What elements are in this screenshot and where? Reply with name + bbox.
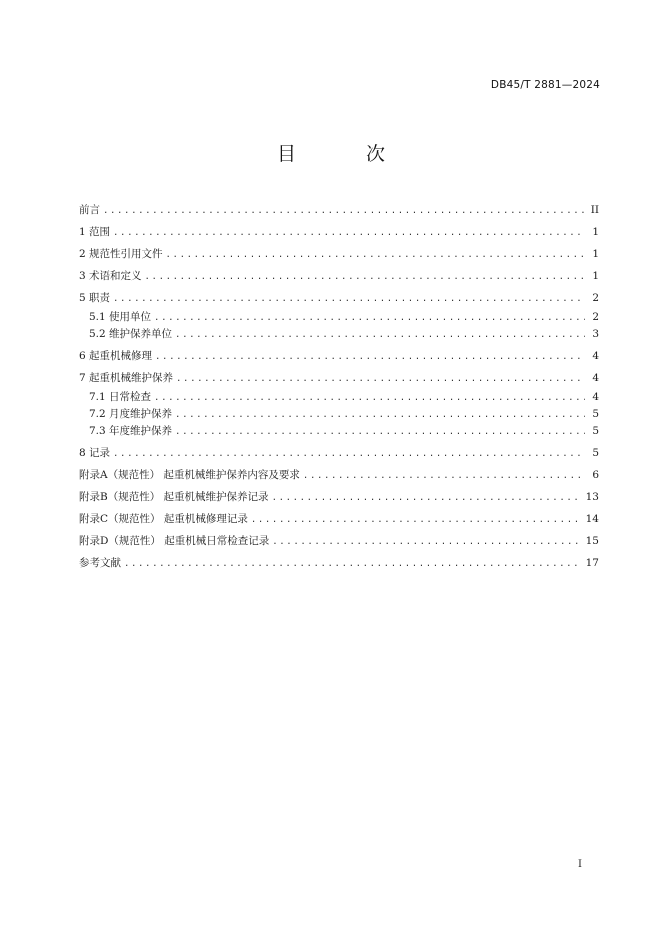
toc-entry-label: 5 职责 — [79, 292, 111, 304]
toc-leader-dots — [113, 443, 585, 465]
toc-entry[interactable] — [79, 326, 599, 343]
toc-entry-page: 2 — [592, 292, 599, 304]
toc-leader-dots — [175, 424, 585, 441]
toc-entry-page: 4 — [592, 350, 599, 362]
toc-entry[interactable] — [79, 406, 599, 423]
toc-entry-label: 7.1 日常检查 — [89, 391, 152, 403]
toc-entry-page: 1 — [592, 248, 599, 260]
toc-entry-page: 5 — [592, 408, 599, 420]
toc-entry-label: 7.2 月度维护保养 — [89, 408, 173, 420]
toc-entry-page: 4 — [592, 391, 599, 403]
toc-entry-page: 3 — [592, 328, 599, 340]
toc-entry[interactable] — [79, 345, 599, 367]
toc-entry-page: 2 — [592, 311, 599, 323]
toc-entry[interactable] — [79, 389, 599, 406]
toc-entry[interactable] — [79, 265, 599, 287]
toc-entry[interactable] — [79, 530, 599, 552]
toc-entry-label: 附录D（规范性） 起重机械日常检查记录 — [79, 535, 270, 547]
toc-entry-label: 附录A（规范性） 起重机械维护保养内容及要求 — [79, 469, 300, 481]
toc-leader-dots — [154, 390, 585, 407]
toc-leader-dots — [145, 266, 585, 288]
toc-entry-page: II — [590, 204, 599, 216]
toc-leader-dots — [124, 553, 582, 575]
toc-leader-dots — [113, 288, 585, 310]
toc-entry-page: 1 — [592, 270, 599, 282]
toc-leader-dots — [251, 509, 582, 531]
toc-entry[interactable] — [79, 243, 599, 265]
toc-entry-label: 1 范围 — [79, 226, 111, 238]
toc-entry-label: 7.3 年度维护保养 — [89, 425, 173, 437]
toc-entry[interactable] — [79, 221, 599, 243]
toc-leader-dots — [103, 200, 585, 222]
toc-entry[interactable] — [79, 508, 599, 530]
toc-entry[interactable] — [79, 287, 599, 309]
toc-entry-page: 5 — [592, 425, 599, 437]
toc-entry[interactable] — [79, 486, 599, 508]
toc-entry-label: 前言 — [79, 204, 100, 216]
toc-leader-dots — [155, 346, 585, 368]
toc-entry-label: 5.2 维护保养单位 — [89, 328, 173, 340]
toc-entry-label: 附录C（规范性） 起重机械修理记录 — [79, 513, 248, 525]
toc-leader-dots — [113, 222, 585, 244]
toc-entry[interactable] — [79, 552, 599, 574]
toc-entry-label: 8 记录 — [79, 447, 111, 459]
toc-entry[interactable] — [79, 423, 599, 440]
toc-entry-label: 3 术语和定义 — [79, 270, 142, 282]
toc-entry-page: 4 — [592, 372, 599, 384]
toc-entry-page: 1 — [592, 226, 599, 238]
toc-entry-page: 15 — [585, 535, 599, 547]
page-number: I — [578, 859, 582, 870]
standard-code: DB45/T 2881—2024 — [490, 79, 600, 91]
table-of-contents — [79, 199, 599, 574]
toc-leader-dots — [272, 487, 582, 509]
toc-entry-label: 7 起重机械维护保养 — [79, 372, 174, 384]
toc-leader-dots — [175, 327, 585, 344]
toc-leader-dots — [176, 368, 585, 390]
toc-leader-dots — [272, 531, 581, 553]
toc-entry[interactable] — [79, 464, 599, 486]
toc-leader-dots — [154, 310, 585, 327]
toc-entry-page: 14 — [585, 513, 599, 525]
toc-entry-label: 6 起重机械修理 — [79, 350, 153, 362]
toc-entry[interactable] — [79, 309, 599, 326]
toc-entry[interactable] — [79, 367, 599, 389]
toc-entry[interactable] — [79, 442, 599, 464]
toc-entry-page: 17 — [585, 557, 599, 569]
toc-entry-label: 5.1 使用单位 — [89, 311, 152, 323]
toc-leader-dots — [166, 244, 585, 266]
toc-leader-dots — [303, 465, 585, 487]
toc-entry-label: 2 规范性引用文件 — [79, 248, 163, 260]
toc-leader-dots — [175, 407, 585, 424]
toc-title: 目 次 — [276, 143, 418, 165]
toc-entry-label: 参考文献 — [79, 557, 121, 569]
toc-entry[interactable] — [79, 199, 599, 221]
toc-entry-page: 6 — [592, 469, 599, 481]
toc-entry-label: 附录B（规范性） 起重机械维护保养记录 — [79, 491, 269, 503]
toc-entry-page: 5 — [592, 447, 599, 459]
toc-entry-page: 13 — [585, 491, 599, 503]
